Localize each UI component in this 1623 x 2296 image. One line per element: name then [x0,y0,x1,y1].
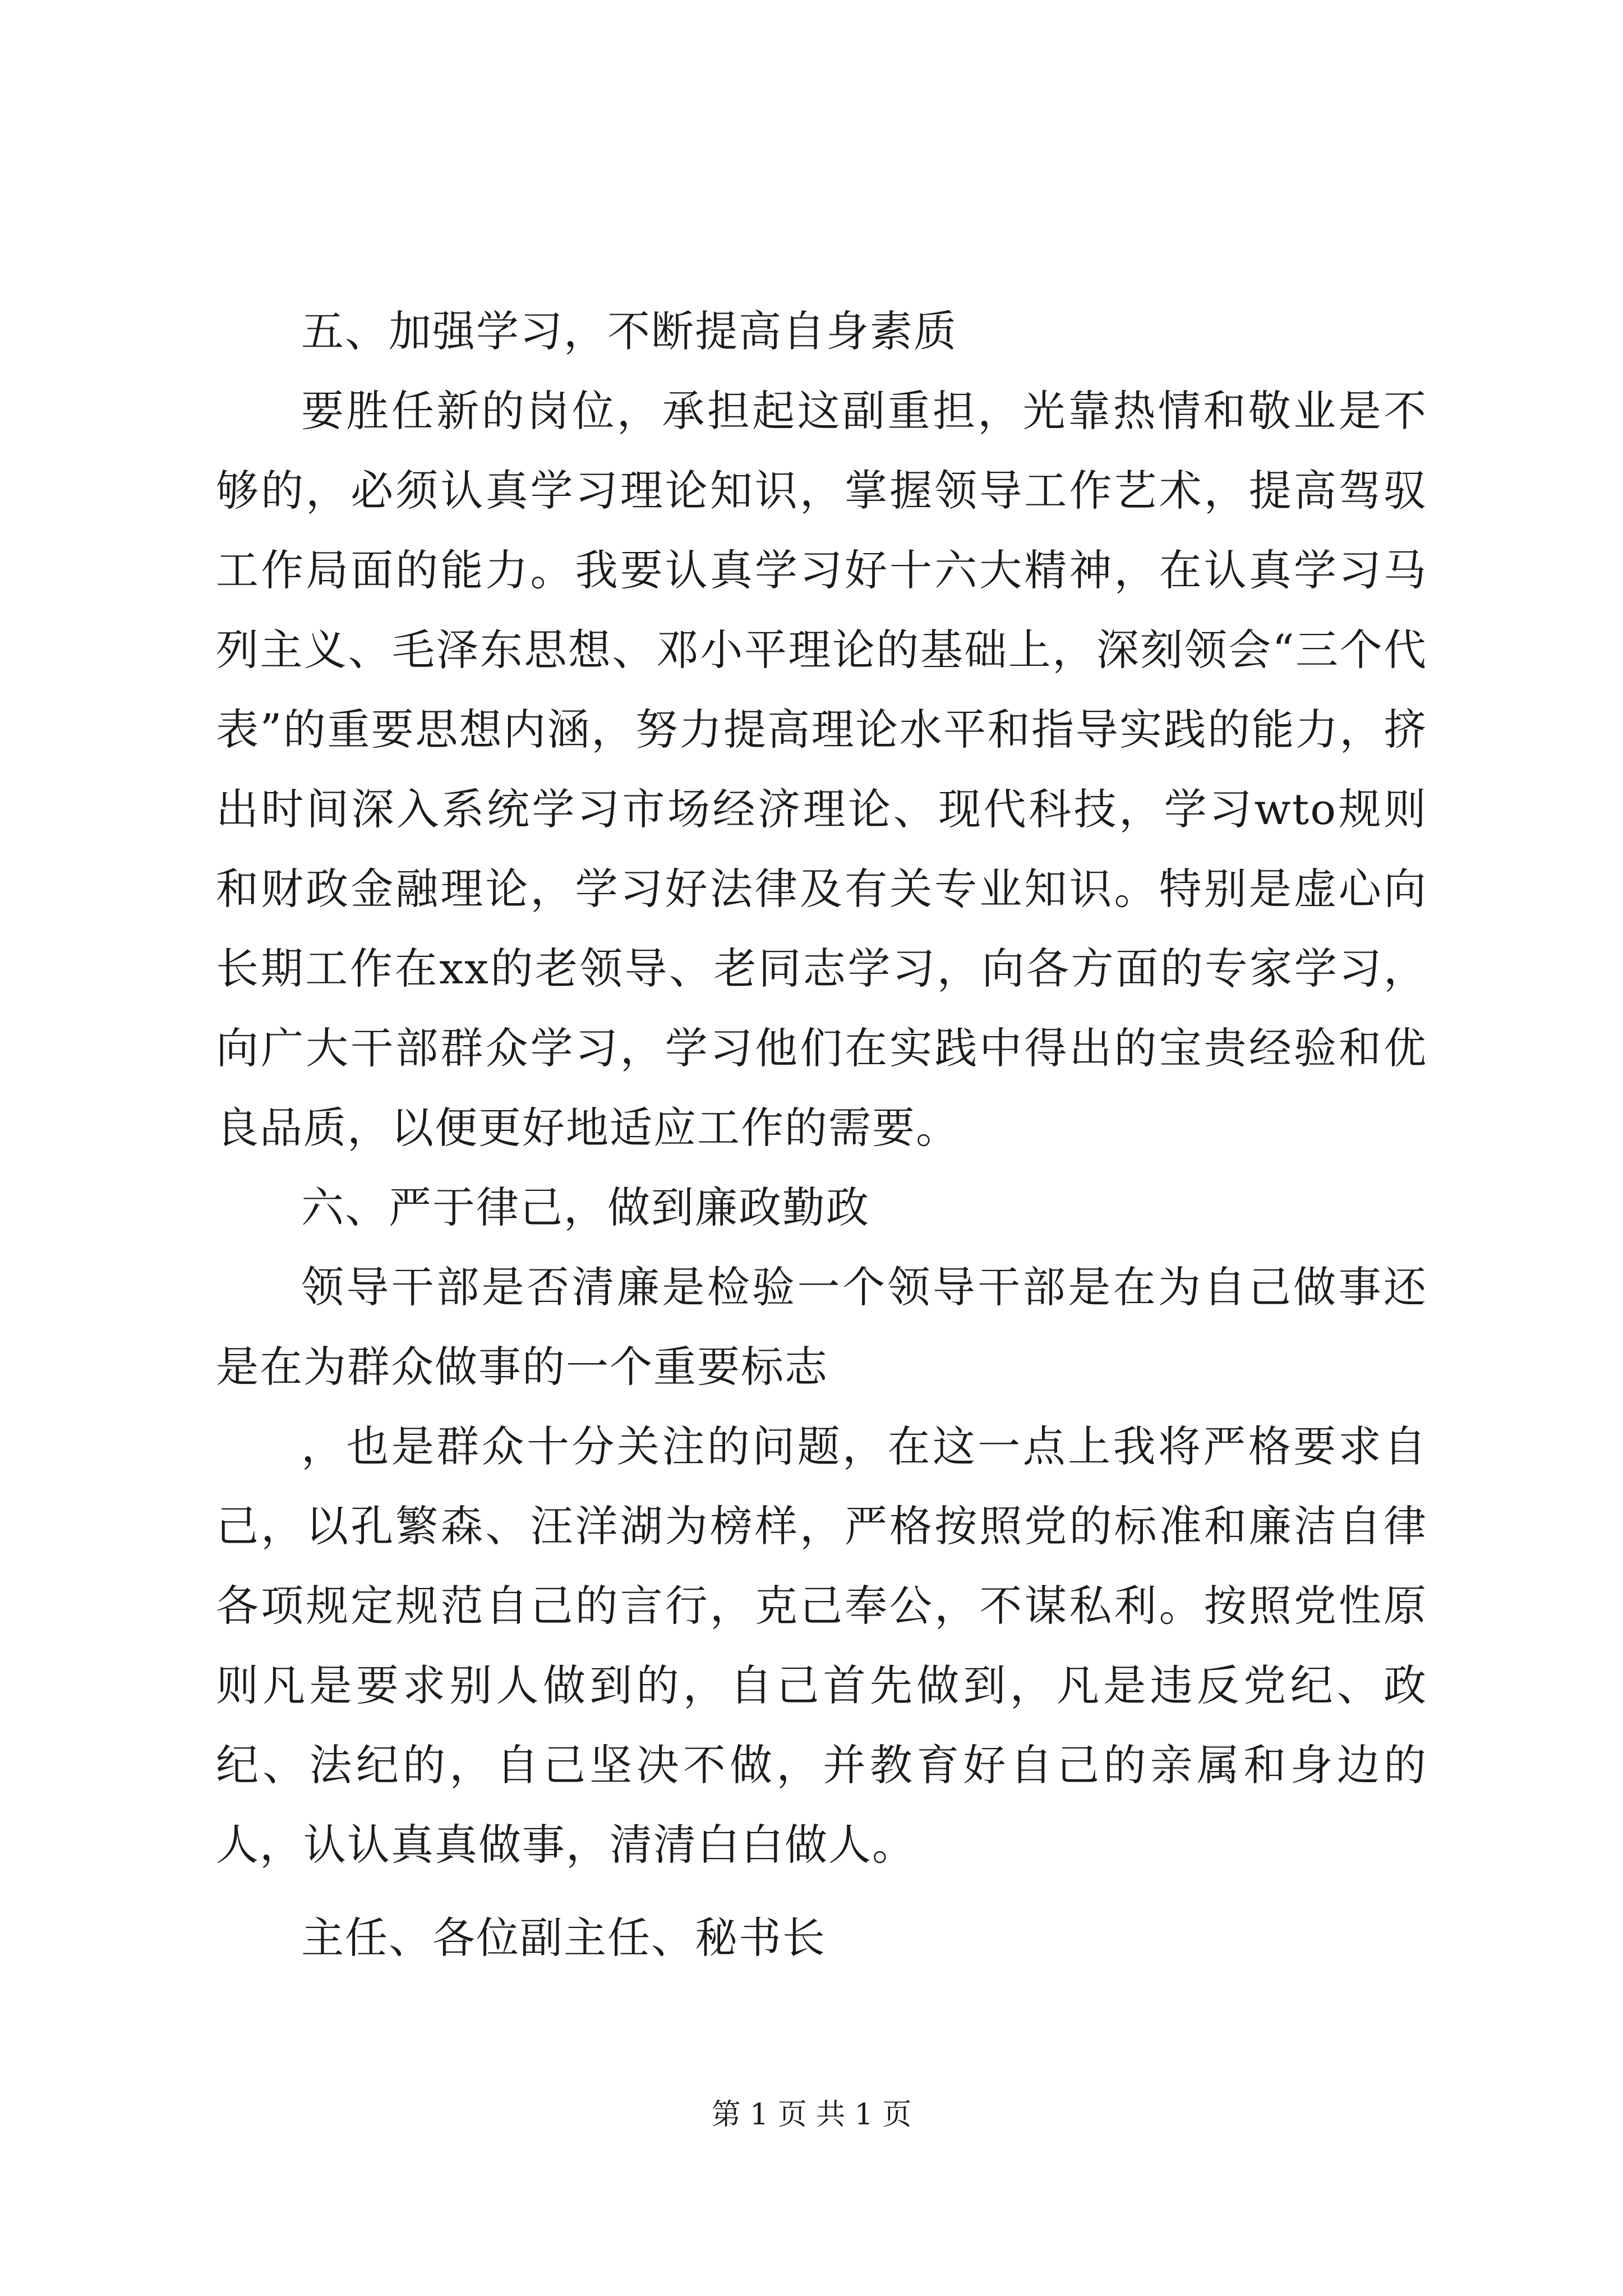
section-5-paragraph: 要胜任新的岗位，承担起这副重担，光靠热情和敬业是不够的，必须认真学习理论知识，掌握领导工作艺术，提高驾驭工作局面的能力。我要认真学习好十六大精神，在认真学习马列主义、毛泽东思想、邓小平理论的基础上，深刻领会“三个代表”的重要思想内涵，努力提高理论水平和指导实践的能力，挤出时间深入系统学习市场经济理论、现代科技，学习wto规则和财政金融理论，学习好法律及有关专业知识。特别是虚心向长期工作在xx的老领导、老同志学习，向各方面的专家学习，向广大干部群众学习，学习他们在实践中得出的宝贵经验和优良品质，以便更好地适应工作的需要。 [216,386,1427,1153]
page-footer: 第 1 页 共 1 页 [711,2098,912,2132]
section-heading-6: 六、严于律己，做到廉政勤政 [301,1182,870,1232]
section-heading-5: 五、加强学习，不断提高自身素质 [301,306,957,356]
document-body [216,292,1427,1978]
section-6-paragraph-2: ，也是群众十分关注的问题，在这一点上我将严格要求自己，以孔繁森、汪洋湖为榜样，严格按照党的标准和廉洁自律各项规定规范自己的言行，克己奉公，不谋私利。按照党性原则凡是要求别人做到的，自己首先做到，凡是违反党纪、政纪、法纪的，自己坚决不做，并教育好自己的亲属和身边的人，认认真真做事，清清白白做人。 [216,1421,1427,1870]
closing-salutation: 主任、各位副主任、秘书长 [301,1913,826,1963]
section-6-paragraph-1: 领导干部是否清廉是检验一个领导干部是在为自己做事还是在为群众做事的一个重要标志 [216,1262,1427,1392]
closing-spacer [216,1885,1427,1898]
